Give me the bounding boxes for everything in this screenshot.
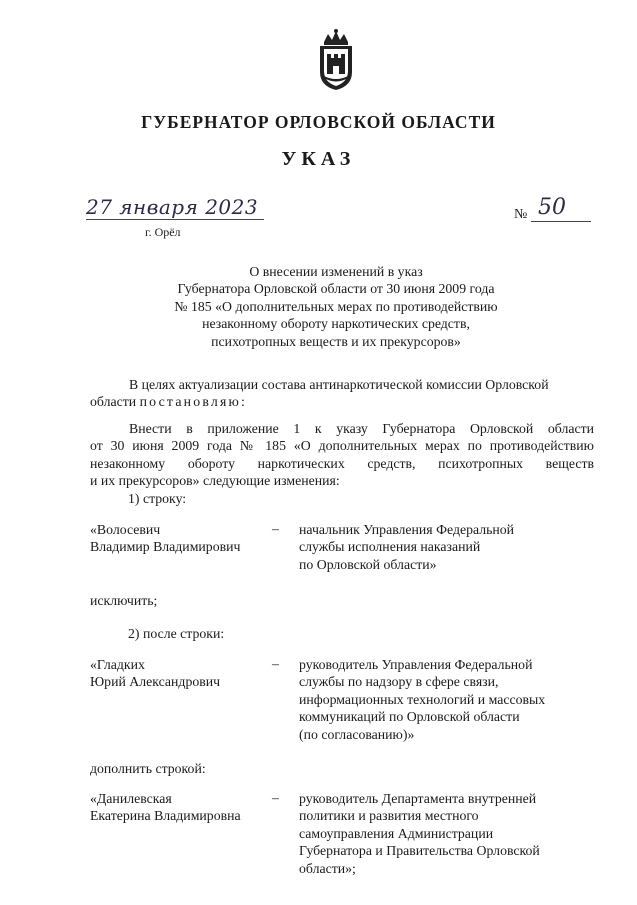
entry-desc-line: начальник Управления Федеральной: [299, 522, 515, 537]
number-underline: [531, 221, 591, 222]
preamble-line-2: [90, 393, 245, 410]
main-para-line: Внести в приложение 1 к указу Губернатора Орловской области: [129, 421, 594, 436]
entry-desc-line: руководитель Департамента внутренней: [299, 791, 537, 806]
entry-desc-line: области»;: [299, 860, 356, 876]
subject-line: Губернатора Орловской области от 30 июня 2009 года: [177, 281, 495, 297]
subject-line: психотропных веществ и их прекурсоров»: [211, 333, 461, 349]
preamble-prefix: области: [90, 394, 140, 409]
preamble-suffix: :: [241, 394, 245, 409]
decree-title: УКАЗ: [281, 148, 356, 170]
entry-name-line: Юрий Александрович: [90, 674, 221, 690]
entry-name-line: «Данилевская: [90, 791, 172, 806]
subject-line: незаконному обороту наркотических средств,: [202, 316, 470, 332]
city-label: г. Орёл: [145, 225, 181, 239]
entry-1-dash: –: [272, 521, 279, 536]
entry-3-description: [299, 790, 540, 877]
decree-subject: [150, 263, 522, 350]
entry-3-dash: –: [272, 790, 279, 805]
entry-name-line: «Гладких: [90, 657, 145, 672]
entry-1-name: [90, 521, 240, 556]
entry-desc-line: по Орловской области»: [299, 556, 437, 572]
subject-line: О внесении изменений в указ: [249, 264, 423, 279]
entry-1-description: [299, 521, 514, 573]
entry-desc-line: политики и развития местного: [299, 808, 479, 824]
number-sign: №: [514, 207, 528, 222]
governor-title: ГУБЕРНАТОР ОРЛОВСКОЙ ОБЛАСТИ: [141, 112, 496, 132]
entry-2-dash: –: [272, 656, 279, 671]
exclude-text: исключить;: [90, 593, 158, 608]
entry-3-name: [90, 790, 241, 825]
preamble-line-1: В целях актуализации состава антинаркотической комиссии Орловской: [129, 377, 549, 392]
subject-line: № 185 «О дополнительных мерах по противодействию: [174, 298, 498, 314]
entry-desc-line: руководитель Управления Федеральной: [299, 657, 533, 672]
entry-name-line: «Волосевич: [90, 522, 161, 537]
coat-of-arms-icon: [314, 28, 358, 92]
main-para-line: и их прекурсоров» следующие изменения:: [90, 473, 340, 489]
entry-desc-line: информационных технологий и массовых: [299, 691, 546, 707]
entry-desc-line: коммуникаций по Орловской области: [299, 709, 520, 725]
entry-desc-line: службы по надзору в сфере связи,: [299, 674, 499, 690]
item-2-label: 2) после строки:: [128, 626, 225, 641]
decree-date-handwritten: 27 января 2023: [86, 195, 259, 219]
item-1-label: 1) строку:: [128, 491, 187, 506]
date-underline: [86, 219, 264, 220]
preamble-resolve-word: постановляю: [139, 394, 242, 409]
entry-desc-line: Губернатора и Правительства Орловской: [299, 843, 540, 859]
entry-2-description: [299, 656, 545, 743]
main-para-line: незаконному обороту наркотических средств, психотропных веществ: [90, 455, 594, 471]
decree-number-handwritten: 50: [538, 195, 566, 220]
entry-name-line: Владимир Владимирович: [90, 539, 241, 555]
entry-2-name: [90, 656, 220, 691]
entry-desc-line: (по согласованию)»: [299, 726, 415, 742]
add-text: дополнить строкой:: [90, 761, 206, 776]
entry-name-line: Екатерина Владимировна: [90, 808, 241, 824]
entry-desc-line: самоуправления Администрации: [299, 825, 494, 841]
main-para-line: от 30 июня 2009 года № 185 «О дополнительных мерах по противодействию: [90, 438, 594, 454]
entry-desc-line: службы исполнения наказаний: [299, 539, 481, 555]
main-paragraph: [90, 420, 594, 490]
